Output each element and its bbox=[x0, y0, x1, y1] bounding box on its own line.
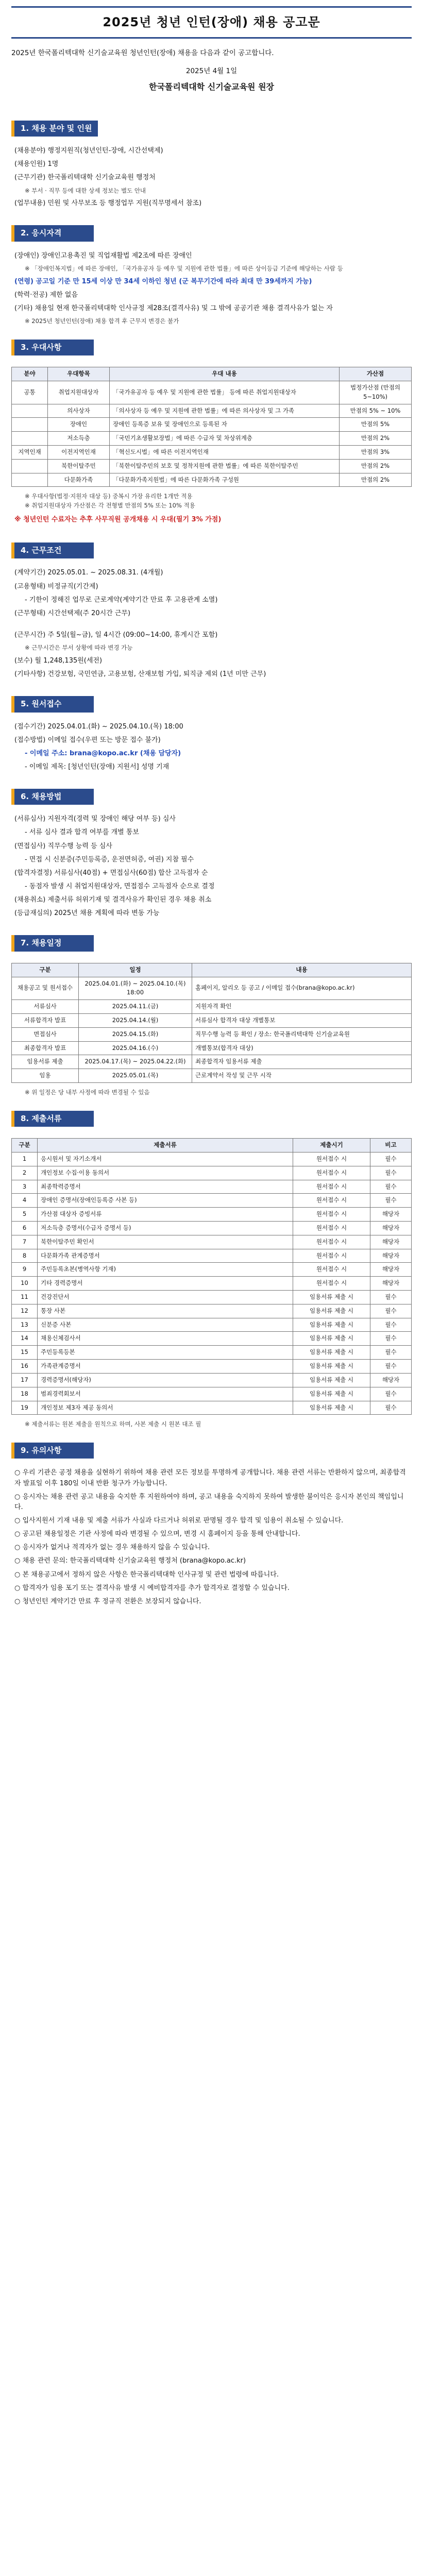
section-6-heading: 6. 채용방법 bbox=[11, 789, 94, 805]
table-row bbox=[12, 1069, 412, 1083]
table-cell: 8 bbox=[12, 1249, 38, 1263]
table-cell: 만점의 2% bbox=[340, 459, 412, 473]
table-cell: 임용서류 제출 시 bbox=[293, 1291, 370, 1304]
table-cell: 범죄경력회보서 bbox=[38, 1387, 293, 1401]
table-cell: 임용 bbox=[12, 1069, 79, 1083]
table-header: 우대항목 bbox=[48, 367, 110, 381]
section-5-item: (접수기간) 2025.04.01.(화) ~ 2025.04.10.(목) 18:00 bbox=[14, 722, 183, 731]
table-cell: 의사상자 bbox=[48, 404, 110, 418]
table-row bbox=[12, 418, 412, 432]
table-cell: 「의사상자 등 예우 및 지원에 관한 법률」에 따른 의사상자 및 그 가족 bbox=[110, 404, 340, 418]
section-4-item: (기타사항) 건강보험, 국민연금, 고용보험, 산재보험 가입, 퇴직금 제외 (1년 미만 근무) bbox=[14, 670, 266, 679]
table-row bbox=[12, 1152, 412, 1166]
table-cell bbox=[12, 432, 48, 446]
table-row bbox=[12, 446, 412, 460]
table-cell: 서류심사 bbox=[12, 1000, 79, 1014]
table-cell: 저소득층 증명서(수급자 증명서 등) bbox=[38, 1221, 293, 1235]
table-cell: 2025.04.11.(금) bbox=[79, 1000, 192, 1014]
table-cell: 만점의 5% ~ 10% bbox=[340, 404, 412, 418]
table-row bbox=[12, 1291, 412, 1304]
table-cell: 2 bbox=[12, 1166, 38, 1180]
table-cell: 임용서류 제출 bbox=[12, 1055, 79, 1069]
schedule-table bbox=[11, 963, 412, 1083]
notice-item: ○ 채용 관련 문의: 한국폴리텍대학 신기술교육원 행정처 (brana@kopo.ac.kr) bbox=[14, 1557, 246, 1565]
page-title: 2025년 청년 인턴(장애) 채용 공고문 bbox=[103, 15, 320, 29]
table-cell: 2025.05.01.(목) bbox=[79, 1069, 192, 1083]
intro-text: 2025년 한국폴리텍대학 신기술교육원 청년인턴(장애) 채용을 다음과 같이 공고합니다. bbox=[11, 49, 274, 58]
table-cell: 원서접수 시 bbox=[293, 1277, 370, 1291]
table-row bbox=[12, 1041, 412, 1055]
table-cell: 2025.04.15.(화) bbox=[79, 1027, 192, 1041]
table-cell: 채용신체검사서 bbox=[38, 1332, 293, 1346]
section-6-item: - 동점자 발생 시 취업지원대상자, 면접점수 고득점자 순으로 결정 bbox=[25, 883, 215, 891]
table-cell: 9 bbox=[12, 1263, 38, 1277]
table-cell: 법정가산점 (만점의 5~10%) bbox=[340, 381, 412, 404]
table-cell: 장애인 등록증 보유 및 장애인으로 등록된 자 bbox=[110, 418, 340, 432]
table-cell: 공통 bbox=[12, 381, 48, 404]
table-cell: 「북한이탈주민의 보호 및 정착지원에 관한 법률」에 따른 북한이탈주민 bbox=[110, 459, 340, 473]
table-header: 내용 bbox=[192, 963, 412, 977]
table-cell: 가족관계증명서 bbox=[38, 1360, 293, 1374]
table-cell: 만점의 3% bbox=[340, 446, 412, 460]
section-3-note: ※ 우대사항(법정·지원자 대상 등) 중복시 가장 유리한 1개만 적용 bbox=[25, 493, 193, 500]
table-row bbox=[12, 1373, 412, 1387]
table-cell: 원서접수 시 bbox=[293, 1221, 370, 1235]
section-9-heading: 9. 유의사항 bbox=[11, 1443, 94, 1459]
section-1-item: (업무내용) 민원 및 사무보조 등 행정업무 지원(직무명세서 참조) bbox=[14, 199, 202, 208]
table-cell: 다문화가족 관계증명서 bbox=[38, 1249, 293, 1263]
table-header: 비고 bbox=[370, 1139, 412, 1153]
table-cell bbox=[12, 473, 48, 487]
table-cell: 원서접수 시 bbox=[293, 1152, 370, 1166]
table-row bbox=[12, 1180, 412, 1194]
table-header: 제출서류 bbox=[38, 1139, 293, 1153]
documents-table bbox=[11, 1138, 412, 1415]
section-8-note: ※ 제출서류는 원본 제출을 원칙으로 하며, 사본 제출 시 원본 대조 필 bbox=[25, 1420, 201, 1428]
section-2-item: (장애인) 장애인고용촉진 및 직업재활법 제2조에 따른 장애인 bbox=[14, 251, 192, 260]
section-6-item: (합격자결정) 서류심사(40점) + 면접심사(60점) 합산 고득점자 순 bbox=[14, 869, 208, 877]
section-4-item: - 기한이 정해진 업무로 근로계약(계약기간 만료 후 고용관계 소멸) bbox=[25, 596, 218, 604]
section-2-heading: 2. 응시자격 bbox=[11, 225, 94, 241]
notice-item: ○ 본 채용공고에서 정하지 않은 사항은 한국폴리텍대학 인사규정 및 관련 법령에 따릅니다. bbox=[14, 1570, 279, 1579]
table-cell: 필수 bbox=[370, 1387, 412, 1401]
table-header: 우대 내용 bbox=[110, 367, 340, 381]
table-cell: 면접심사 bbox=[12, 1027, 79, 1041]
table-cell: 해당자 bbox=[370, 1235, 412, 1249]
section-2-note: ※ 「장애인복지법」에 따른 장애인, 「국가유공자 등 예우 및 지원에 관한 법률」에 따른 상이등급 기준에 해당하는 사람 등 bbox=[25, 264, 343, 272]
section-1-item: (채용분야) 행정지원직(청년인턴-장애, 시간선택제) bbox=[14, 147, 163, 155]
table-row bbox=[12, 977, 412, 1000]
table-cell: 5 bbox=[12, 1208, 38, 1222]
table-cell: 다문화가족 bbox=[48, 473, 110, 487]
table-cell: 필수 bbox=[370, 1332, 412, 1346]
announcement-date: 2025년 4월 1일 bbox=[185, 67, 238, 76]
table-cell: 원서접수 시 bbox=[293, 1194, 370, 1208]
table-row bbox=[12, 1401, 412, 1415]
table-row bbox=[12, 459, 412, 473]
table-cell: 11 bbox=[12, 1291, 38, 1304]
table-cell: 1 bbox=[12, 1152, 38, 1166]
table-cell: 필수 bbox=[370, 1152, 412, 1166]
table-header: 일정 bbox=[79, 963, 192, 977]
table-cell: 16 bbox=[12, 1360, 38, 1374]
table-cell: 임용서류 제출 시 bbox=[293, 1304, 370, 1318]
table-cell: 「국가유공자 등 예우 및 지원에 관한 법률」 등에 따른 취업지원대상자 bbox=[110, 381, 340, 404]
table-cell: 해당자 bbox=[370, 1373, 412, 1387]
table-cell: 3 bbox=[12, 1180, 38, 1194]
table-row bbox=[12, 1387, 412, 1401]
table-cell: 필수 bbox=[370, 1180, 412, 1194]
table-cell: 7 bbox=[12, 1235, 38, 1249]
table-cell: 지역인재 bbox=[12, 446, 48, 460]
table-cell: 가산점 대상자 증빙서류 bbox=[38, 1208, 293, 1222]
table-row bbox=[12, 1027, 412, 1041]
table-row bbox=[12, 473, 412, 487]
table-cell: 필수 bbox=[370, 1291, 412, 1304]
section-2-item: (학력·전공) 제한 없음 bbox=[14, 291, 78, 299]
table-cell: 응시원서 및 자기소개서 bbox=[38, 1152, 293, 1166]
table-cell: 필수 bbox=[370, 1346, 412, 1360]
contact-email: - 이메일 주소: brana@kopo.ac.kr (채용 담당자) bbox=[25, 749, 181, 757]
section-5-heading: 5. 원서접수 bbox=[11, 696, 94, 712]
table-cell: 개인정보 수집·이용 동의서 bbox=[38, 1166, 293, 1180]
table-cell: 원서접수 시 bbox=[293, 1249, 370, 1263]
table-row bbox=[12, 1166, 412, 1180]
table-cell: 2025.04.01.(화) ~ 2025.04.10.(목) 18:00 bbox=[79, 977, 192, 1000]
table-row bbox=[12, 1249, 412, 1263]
table-cell: 이전지역인재 bbox=[48, 446, 110, 460]
table-header: 구분 bbox=[12, 1139, 38, 1153]
table-row bbox=[12, 381, 412, 404]
table-row bbox=[12, 1194, 412, 1208]
section-3-note: ※ 취업지원대상자 가산점은 각 전형별 만점의 5% 또는 10% 적용 bbox=[25, 502, 195, 510]
table-row bbox=[12, 1277, 412, 1291]
section-7-note: ※ 위 일정은 당 내부 사정에 따라 변경될 수 있음 bbox=[25, 1089, 150, 1096]
table-cell: 「혁신도시법」에 따른 이전지역인재 bbox=[110, 446, 340, 460]
table-row bbox=[12, 1055, 412, 1069]
table-cell: 19 bbox=[12, 1401, 38, 1415]
table-cell: 필수 bbox=[370, 1166, 412, 1180]
table-cell: 주민등록등본 bbox=[38, 1346, 293, 1360]
table-cell: 개인정보 제3자 제공 동의서 bbox=[38, 1401, 293, 1415]
table-cell: 만점의 2% bbox=[340, 473, 412, 487]
table-cell: 최종합격자 발표 bbox=[12, 1041, 79, 1055]
table-row bbox=[12, 1346, 412, 1360]
signer: 한국폴리텍대학 신기술교육원 원장 bbox=[149, 82, 274, 92]
table-cell: 18 bbox=[12, 1387, 38, 1401]
table-row bbox=[12, 1208, 412, 1222]
table-header: 제출시기 bbox=[293, 1139, 370, 1153]
table-header: 분야 bbox=[12, 367, 48, 381]
table-cell: 해당자 bbox=[370, 1208, 412, 1222]
section-7-heading: 7. 채용일정 bbox=[11, 935, 94, 951]
table-cell: 서류심사 합격자 대상 개별통보 bbox=[192, 1013, 412, 1027]
table-cell: 임용서류 제출 시 bbox=[293, 1346, 370, 1360]
table-cell: 필수 bbox=[370, 1360, 412, 1374]
table-header: 가산점 bbox=[340, 367, 412, 381]
section-4-item: (근무형태) 시간선택제(주 20시간 근무) bbox=[14, 609, 131, 617]
table-cell: 해당자 bbox=[370, 1221, 412, 1235]
table-cell: 지원자격 확인 bbox=[192, 1000, 412, 1014]
section-6-item: - 면접 시 신분증(주민등록증, 운전면허증, 여권) 지참 필수 bbox=[25, 855, 194, 863]
section-4-item: (근무시간) 주 5일(월~금), 일 4시간 (09:00~14:00, 휴게시간 포함) bbox=[14, 631, 218, 639]
table-cell: 저소득층 bbox=[48, 432, 110, 446]
table-cell: 주민등록초본(병역사항 기재) bbox=[38, 1263, 293, 1277]
table-cell: 필수 bbox=[370, 1194, 412, 1208]
table-cell: 직무수행 능력 등 확인 / 장소: 한국폴리텍대학 신기술교육원 bbox=[192, 1027, 412, 1041]
table-cell: 서류합격자 발표 bbox=[12, 1013, 79, 1027]
table-cell: 필수 bbox=[370, 1401, 412, 1415]
table-cell: 경력증명서(해당자) bbox=[38, 1373, 293, 1387]
section-4-item: (계약기간) 2025.05.01. ~ 2025.08.31. (4개월) bbox=[14, 569, 163, 577]
table-cell: 필수 bbox=[370, 1304, 412, 1318]
table-cell: 6 bbox=[12, 1221, 38, 1235]
table-cell: 취업지원대상자 bbox=[48, 381, 110, 404]
table-cell: 원서접수 시 bbox=[293, 1180, 370, 1194]
table-cell: 4 bbox=[12, 1194, 38, 1208]
notice-item: ○ 응시자가 없거나 적격자가 없는 경우 채용하지 않을 수 있습니다. bbox=[14, 1544, 210, 1552]
table-cell: 통장 사본 bbox=[38, 1304, 293, 1318]
notice-item: ○ 입사지원서 기재 내용 및 제출 서류가 사실과 다르거나 허위로 판명될 경우 합격 및 임용이 취소될 수 있습니다. bbox=[14, 1516, 344, 1524]
section-5-item: - 이메일 제목: [청년인턴(장애) 지원서] 성명 기재 bbox=[25, 762, 170, 771]
table-cell: 임용서류 제출 시 bbox=[293, 1373, 370, 1387]
table-cell: 2025.04.14.(월) bbox=[79, 1013, 192, 1027]
section-6-item: (면접심사) 직무수행 능력 등 심사 bbox=[14, 842, 112, 850]
table-row bbox=[12, 1235, 412, 1249]
table-cell: 10 bbox=[12, 1277, 38, 1291]
notice-item: ○ 청년인턴 계약기간 만료 후 정규직 전환은 보장되지 않습니다. bbox=[14, 1597, 201, 1605]
notice-item: ○ 합격자가 임용 포기 또는 결격사유 발생 시 예비합격자를 추가 합격자로 결정할 수 있습니다. bbox=[14, 1584, 290, 1592]
table-row bbox=[12, 432, 412, 446]
table-cell: 15 bbox=[12, 1346, 38, 1360]
section-1-note: ※ 부서 · 직무 등에 대한 상세 정보는 별도 안내 bbox=[25, 187, 146, 194]
section-2-note: ※ 2025년 청년인턴(장애) 채용 합격 후 근무지 변경은 불가 bbox=[25, 317, 179, 325]
section-1-item: (근무기관) 한국폴리텍대학 신기술교육원 행정처 bbox=[14, 174, 156, 182]
table-cell: 해당자 bbox=[370, 1249, 412, 1263]
table-cell: 원서접수 시 bbox=[293, 1235, 370, 1249]
section-4-heading: 4. 근무조건 bbox=[11, 543, 94, 558]
section-8-heading: 8. 제출서류 bbox=[11, 1111, 94, 1127]
section-2-item: (연령) 공고일 기준 만 15세 이상 만 34세 이하인 청년 (군 복무기간에 따라 최대 만 39세까지 가능) bbox=[14, 277, 312, 285]
table-cell: 「국민기초생활보장법」에 따른 수급자 및 차상위계층 bbox=[110, 432, 340, 446]
section-1-heading: 1. 채용 분야 및 인원 bbox=[11, 121, 98, 137]
table-cell: 해당자 bbox=[370, 1277, 412, 1291]
notice-item: ○ 응시자는 채용 관련 공고 내용을 숙지한 후 지원하여야 하며, 공고 내용을 숙지하지 못하여 발생한 불이익은 응시자 본인의 책임입니다. bbox=[14, 1493, 404, 1511]
table-row bbox=[12, 1332, 412, 1346]
section-3-warning: ※ 청년인턴 수료자는 추후 사무직원 공개채용 시 우대(필기 3% 가점) bbox=[14, 516, 222, 524]
table-cell: 임용서류 제출 시 bbox=[293, 1401, 370, 1415]
table-row bbox=[12, 1263, 412, 1277]
title-bar bbox=[11, 6, 412, 39]
section-6-item: (채용취소) 제출서류 허위기재 및 결격사유가 확인된 경우 채용 취소 bbox=[14, 896, 212, 904]
table-cell: 「다문화가족지원법」에 따른 다문화가족 구성원 bbox=[110, 473, 340, 487]
section-2-item: (기타) 채용일 현재 한국폴리텍대학 인사규정 제28조(결격사유) 및 그 밖에 공공기관 채용 결격사유가 없는 자 bbox=[14, 304, 333, 312]
section-4-item: (고용형태) 비정규직(기간제) bbox=[14, 582, 98, 590]
table-cell: 원서접수 시 bbox=[293, 1208, 370, 1222]
table-cell: 만점의 5% bbox=[340, 418, 412, 432]
table-cell: 최종합격자 임용서류 제출 bbox=[192, 1055, 412, 1069]
table-cell: 장애인 증명서(장애인등록증 사본 등) bbox=[38, 1194, 293, 1208]
table-cell: 필수 bbox=[370, 1318, 412, 1332]
notice-item: ○ 공고된 채용일정은 기관 사정에 따라 변경될 수 있으며, 변경 시 홈페이지 등을 통해 안내합니다. bbox=[14, 1530, 300, 1538]
table-cell: 2025.04.17.(목) ~ 2025.04.22.(화) bbox=[79, 1055, 192, 1069]
table-cell bbox=[12, 459, 48, 473]
table-cell: 기타 경력증명서 bbox=[38, 1277, 293, 1291]
table-cell: 13 bbox=[12, 1318, 38, 1332]
table-cell: 만점의 2% bbox=[340, 432, 412, 446]
section-3-heading: 3. 우대사항 bbox=[11, 340, 94, 355]
section-4-note: ※ 근무시간은 부서 상황에 따라 변경 가능 bbox=[25, 644, 133, 652]
section-6-item: (서류심사) 지원자격(경력 및 장애인 해당 여부 등) 심사 bbox=[14, 815, 176, 823]
table-row bbox=[12, 1221, 412, 1235]
table-cell: 원서접수 시 bbox=[293, 1263, 370, 1277]
table-cell: 12 bbox=[12, 1304, 38, 1318]
table-cell: 북한이탈주민 확인서 bbox=[38, 1235, 293, 1249]
table-row bbox=[12, 1360, 412, 1374]
table-cell: 원서접수 시 bbox=[293, 1166, 370, 1180]
table-cell bbox=[12, 404, 48, 418]
table-cell bbox=[12, 418, 48, 432]
notice-list bbox=[11, 1468, 412, 1607]
preference-table bbox=[11, 367, 412, 487]
table-cell: 최종학력증명서 bbox=[38, 1180, 293, 1194]
table-row bbox=[12, 404, 412, 418]
table-cell: 임용서류 제출 시 bbox=[293, 1318, 370, 1332]
section-4-item: (보수) 월 1,248,135원(세전) bbox=[14, 656, 103, 665]
table-row bbox=[12, 1000, 412, 1014]
table-cell: 개별통보(합격자 대상) bbox=[192, 1041, 412, 1055]
section-5-item: (접수방법) 이메일 접수(우편 또는 방문 접수 불가) bbox=[14, 736, 161, 744]
table-cell: 근로계약서 작성 및 근무 시작 bbox=[192, 1069, 412, 1083]
table-header: 구분 bbox=[12, 963, 79, 977]
section-6-item: - 서류 심사 결과 합격 여부를 개별 통보 bbox=[25, 828, 139, 837]
notice-item: ○ 우리 기관은 공정 채용을 실현하기 위하여 채용 관련 모든 정보를 투명하게 공개합니다. 채용 관련 서류는 반환하지 않으며, 최종합격자 발표일 이후 180일 이내 반환 청구가 가능합니다. bbox=[14, 1469, 406, 1487]
table-cell: 14 bbox=[12, 1332, 38, 1346]
table-row bbox=[12, 1013, 412, 1027]
table-cell: 2025.04.16.(수) bbox=[79, 1041, 192, 1055]
table-cell: 건강진단서 bbox=[38, 1291, 293, 1304]
table-cell: 임용서류 제출 시 bbox=[293, 1387, 370, 1401]
table-cell: 장애인 bbox=[48, 418, 110, 432]
table-cell: 홈페이지, 알리오 등 공고 / 이메일 접수(brana@kopo.ac.kr) bbox=[192, 977, 412, 1000]
table-cell: 해당자 bbox=[370, 1263, 412, 1277]
table-row bbox=[12, 1318, 412, 1332]
table-cell: 신분증 사본 bbox=[38, 1318, 293, 1332]
table-row bbox=[12, 1304, 412, 1318]
table-cell: 17 bbox=[12, 1373, 38, 1387]
section-1-item: (채용인원) 1명 bbox=[14, 160, 59, 168]
table-cell: 임용서류 제출 시 bbox=[293, 1332, 370, 1346]
table-cell: 채용공고 및 원서접수 bbox=[12, 977, 79, 1000]
table-cell: 임용서류 제출 시 bbox=[293, 1360, 370, 1374]
table-cell: 북한이탈주민 bbox=[48, 459, 110, 473]
section-6-item: (등급재심의) 2025년 채용 계획에 따라 변동 가능 bbox=[14, 909, 160, 918]
